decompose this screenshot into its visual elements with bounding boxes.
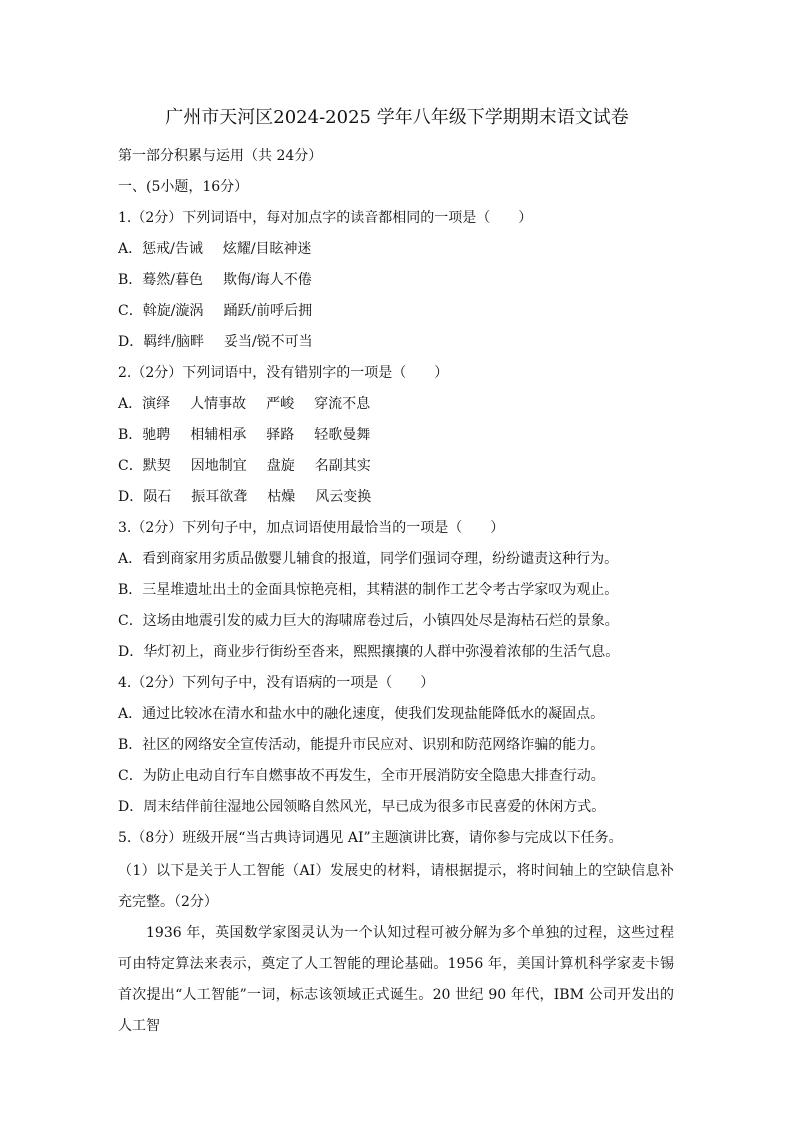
option-text: 振耳欲聋 — [191, 489, 248, 505]
question-5-stem: 5.（8分）班级开展“当古典诗词遇见 AI”主题演讲比赛，请你参与完成以下任务。 — [118, 830, 623, 846]
question-4-option-b: B．社区的网络安全宣传活动，能提升市民应对、识别和防范网络诈骗的能力。 — [118, 737, 605, 753]
option-text: 相辅相承 — [190, 427, 247, 443]
option-text: 踊跃/前呼后拥 — [223, 303, 313, 319]
question-4-option-a: A．通过比较冰在清水和盐水中的融化速度，使我们发现盐能降低水的凝固点。 — [118, 706, 605, 722]
option-text: C．默契 — [118, 458, 171, 474]
option-text: 驿路 — [266, 427, 295, 443]
question-1-option-c — [118, 299, 312, 323]
exam-title: 广州市天河区2024-2025 学年八年级下学期期末语文试卷 — [165, 107, 629, 128]
question-1-option-d — [118, 330, 313, 354]
option-text: C．斡旋/漩涡 — [118, 303, 204, 319]
subquestion-text: （1）以下是关于人工智能（AI）发展史的材料，请根据提示，将时间轴上的空缺信息补充完整。（2分） — [118, 863, 674, 910]
question-1-option-b — [118, 268, 312, 292]
question-3-option-c: C．这场由地震引发的威力巨大的海啸席卷过后，小镇四处尽是海枯石烂的景象。 — [118, 613, 619, 629]
option-text: B．蓦然/暮色 — [118, 272, 204, 288]
option-text: 妥当/锐不可当 — [223, 334, 313, 350]
question-4-option-d: D．周末结伴前往湿地公园领略自然风光，早已成为很多市民喜爱的休闲方式。 — [118, 799, 606, 815]
question-2-option-d — [118, 485, 371, 509]
option-text: 风云变换 — [315, 489, 372, 505]
option-text: 人情事故 — [190, 396, 247, 412]
option-text: 炫耀/目眩神迷 — [222, 241, 312, 257]
question-3-option-b: B．三星堆遗址出土的金面具惊艳亮相，其精湛的制作工艺令考古学家叹为观止。 — [118, 582, 619, 598]
option-text: 盘旋 — [266, 458, 295, 474]
question-3-option-a: A．看到商家用劣质品傲婴儿辅食的报道，同学们强词夺理，纷纷谴责这种行为。 — [118, 551, 619, 567]
question-1-option-a — [118, 237, 312, 261]
question-2-option-a — [118, 392, 370, 416]
question-3-option-d: D．华灯初上，商业步行街纷至沓来，熙熙攘攘的人群中弥漫着浓郁的生活气息。 — [118, 644, 620, 660]
option-text: 严峻 — [266, 396, 295, 412]
option-text: A．惩戒/告诫 — [118, 241, 203, 257]
reading-passage — [118, 918, 674, 1042]
question-5-subquestion-1 — [118, 856, 674, 918]
passage-text: 1936 年，英国数学家图灵认为一个认知过程可被分解为多个单独的过程，这些过程可由特定算法来表示，奠定了人工智能的理论基础。1956 年，美国计算机科学家麦卡锡首次提出“人工智能”一词，标志该领域正式诞生。20 世纪 90 年代，IBM 公司开发出的人工智 — [118, 925, 674, 1034]
option-text: 枯燥 — [267, 489, 296, 505]
question-2-option-c — [118, 454, 371, 478]
option-text: D．陨石 — [118, 489, 172, 505]
question-4-option-c: C．为防止电动自行车自燃事故不再发生，全市开展消防安全隐患大排查行动。 — [118, 768, 605, 784]
question-2-option-b — [118, 423, 370, 447]
option-text: 名副其实 — [314, 458, 371, 474]
question-2-stem: 2.（2分）下列词语中，没有错别字的一项是（ ） — [118, 365, 449, 381]
option-text: A．演绎 — [118, 396, 171, 412]
question-3-stem: 3.（2分）下列句子中，加点词语使用最恰当的一项是（ ） — [118, 520, 505, 536]
option-text: 穿流不息 — [314, 396, 371, 412]
question-4-stem: 4.（2分）下列句子中，没有语病的一项是（ ） — [118, 675, 435, 691]
part-heading: 第一部分积累与运用（共 24分） — [118, 148, 323, 164]
question-1-stem: 1.（2分）下列词语中，每对加点字的读音都相同的一项是（ ） — [118, 210, 533, 226]
option-text: D．羁绊/脑畔 — [118, 334, 204, 350]
option-text: 欺侮/诲人不倦 — [223, 272, 312, 288]
option-text: B．驰聘 — [118, 427, 171, 443]
option-text: 轻歌曼舞 — [314, 427, 371, 443]
section-heading: 一、(5小题，16分） — [118, 179, 249, 195]
option-text: 因地制宜 — [190, 458, 247, 474]
